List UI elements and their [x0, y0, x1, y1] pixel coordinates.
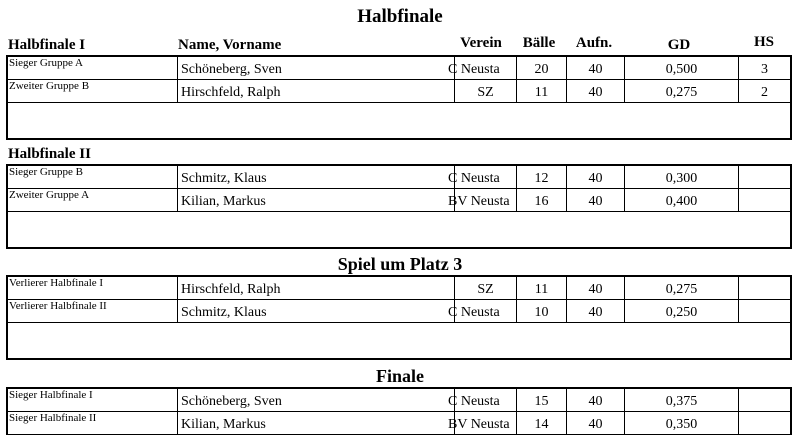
row-label: Sieger Gruppe A	[9, 57, 83, 69]
table-halbfinale-1	[6, 55, 792, 140]
table-row	[8, 412, 790, 435]
aufn-value: 40	[566, 300, 624, 322]
player-name: Kilian, Markus	[177, 412, 454, 434]
row-label: Verlierer Halbfinale II	[9, 300, 107, 312]
table-row	[8, 300, 790, 323]
hs-value: 3	[738, 57, 790, 79]
baelle-value: 12	[516, 166, 566, 188]
aufn-value: 40	[566, 277, 624, 299]
table-row	[8, 277, 790, 300]
table-row	[8, 80, 790, 103]
gd-value: 0,275	[624, 277, 738, 299]
aufn-value: 40	[566, 57, 624, 79]
club-name: C Neusta	[454, 300, 524, 322]
gd-value: 0,375	[624, 389, 738, 411]
section-title-finale: Finale	[376, 366, 424, 386]
row-label: Sieger Gruppe B	[9, 166, 83, 178]
row-label: Verlierer Halbfinale I	[9, 277, 104, 289]
club-name: SZ	[454, 277, 516, 299]
row-label: Sieger Halbfinale I	[9, 389, 93, 401]
player-name: Hirschfeld, Ralph	[177, 80, 454, 102]
row-label: Zweiter Gruppe A	[9, 189, 90, 201]
section-title-platz-3: Spiel um Platz 3	[337, 254, 463, 274]
aufn-value: 40	[566, 189, 624, 211]
baelle-value: 16	[516, 189, 566, 211]
section-title-halbfinale-2: Halbfinale II	[8, 146, 91, 162]
empty-row	[8, 103, 790, 138]
empty-row	[8, 212, 790, 247]
hs-value: 2	[738, 80, 790, 102]
hs-value	[738, 300, 790, 322]
player-name: Hirschfeld, Ralph	[177, 277, 454, 299]
club-name: C Neusta	[454, 57, 524, 79]
column-header-verein: Verein	[460, 35, 502, 51]
baelle-value: 11	[516, 277, 566, 299]
player-name: Schmitz, Klaus	[177, 166, 454, 188]
player-name: Schmitz, Klaus	[177, 300, 454, 322]
player-name: Schöneberg, Sven	[177, 57, 454, 79]
baelle-value: 10	[516, 300, 566, 322]
table-row	[8, 189, 790, 212]
column-header-gd: GD	[667, 37, 691, 53]
baelle-value: 20	[516, 57, 566, 79]
aufn-value: 40	[566, 80, 624, 102]
empty-row	[8, 323, 790, 358]
column-header-hs: HS	[753, 34, 774, 50]
club-name: BV Neusta	[454, 189, 524, 211]
baelle-value: 14	[516, 412, 566, 434]
hs-value	[738, 277, 790, 299]
club-name: C Neusta	[454, 166, 524, 188]
gd-value: 0,275	[624, 80, 738, 102]
aufn-value: 40	[566, 166, 624, 188]
page-title: Halbfinale	[357, 6, 443, 27]
column-header-aufn: Aufn.	[575, 35, 613, 51]
table-halbfinale-2	[6, 164, 792, 249]
hs-value	[738, 189, 790, 211]
baelle-value: 15	[516, 389, 566, 411]
table-finale	[6, 387, 792, 435]
aufn-value: 40	[566, 389, 624, 411]
hs-value	[738, 389, 790, 411]
table-row	[8, 389, 790, 412]
table-row	[8, 166, 790, 189]
gd-value: 0,350	[624, 412, 738, 434]
row-label: Zweiter Gruppe B	[9, 80, 90, 92]
gd-value: 0,500	[624, 57, 738, 79]
gd-value: 0,250	[624, 300, 738, 322]
column-header-name: Name, Vorname	[178, 37, 282, 53]
gd-value: 0,300	[624, 166, 738, 188]
section-title-halbfinale-1: Halbfinale I	[8, 37, 86, 53]
hs-value	[738, 412, 790, 434]
club-name: SZ	[454, 80, 516, 102]
player-name: Kilian, Markus	[177, 189, 454, 211]
club-name: C Neusta	[454, 389, 524, 411]
gd-value: 0,400	[624, 189, 738, 211]
column-header-baelle: Bälle	[522, 35, 556, 51]
hs-value	[738, 166, 790, 188]
baelle-value: 11	[516, 80, 566, 102]
row-label: Sieger Halbfinale II	[9, 412, 97, 424]
player-name: Schöneberg, Sven	[177, 389, 454, 411]
table-spiel-um-platz-3	[6, 275, 792, 360]
aufn-value: 40	[566, 412, 624, 434]
table-row	[8, 57, 790, 80]
club-name: BV Neusta	[454, 412, 524, 434]
